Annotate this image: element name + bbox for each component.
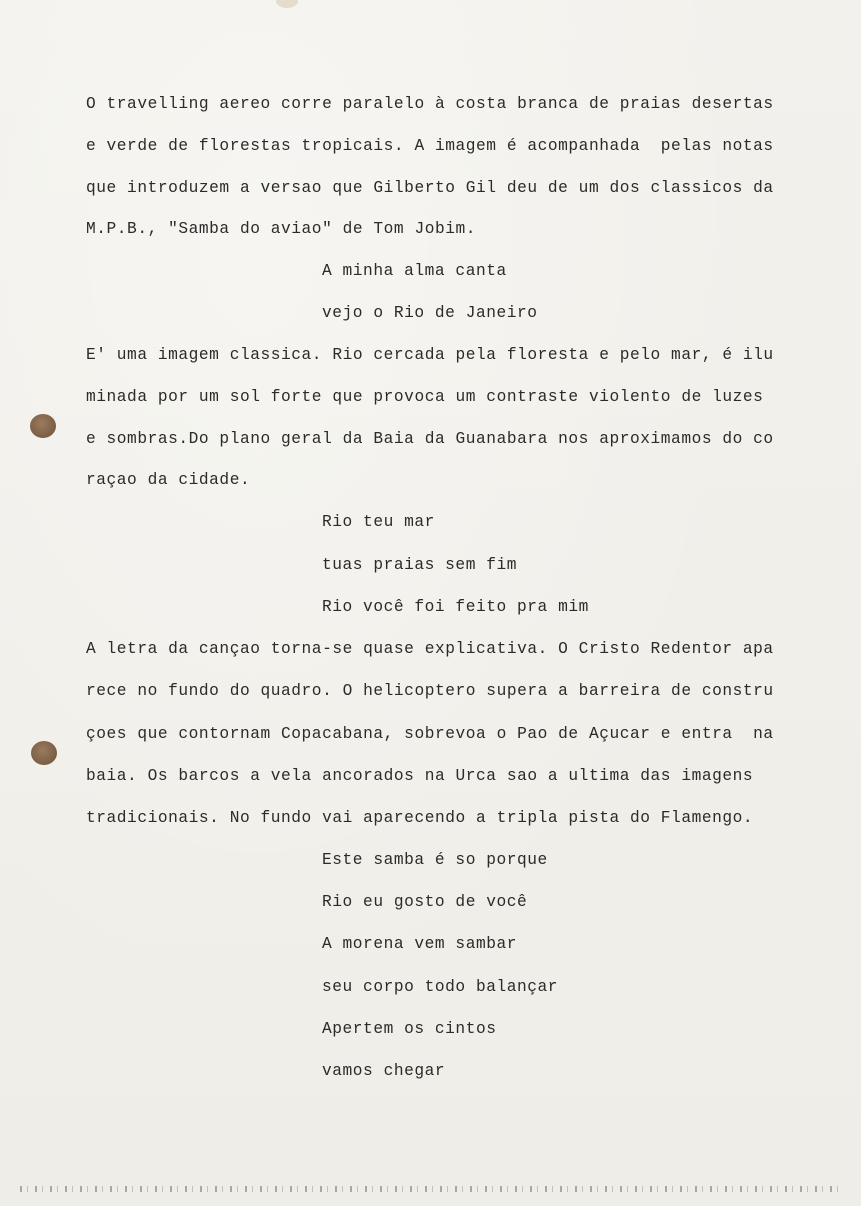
verse-2-line-1: Rio teu mar — [322, 513, 435, 531]
paper-stain — [276, 0, 298, 8]
punch-hole-lower — [31, 741, 57, 765]
verse-3-line-4: seu corpo todo balançar — [322, 978, 559, 996]
paragraph-2-line-4: raçao da cidade. — [86, 471, 251, 489]
paragraph-3-line-4: baia. Os barcos a vela ancorados na Urca sao a ultima das imagens — [86, 767, 754, 785]
paragraph-2-line-2: minada por um sol forte que provoca um contraste violento de luzes — [86, 388, 764, 406]
paragraph-1-line-4: M.P.B., "Samba do aviao" de Tom Jobim. — [86, 220, 477, 238]
paragraph-3-line-5: tradicionais. No fundo vai aparecendo a tripla pista do Flamengo. — [86, 809, 754, 827]
paragraph-3-line-3: çoes que contornam Copacabana, sobrevoa o Pao de Açucar e entra na — [86, 725, 774, 743]
verse-2-line-3: Rio você foi feito pra mim — [322, 598, 589, 616]
punch-hole-upper — [30, 414, 56, 438]
verse-3-line-5: Apertem os cintos — [322, 1020, 497, 1038]
paragraph-1-line-1: O travelling aereo corre paralelo à costa branca de praias desertas — [86, 95, 774, 113]
verse-3-line-1: Este samba é so porque — [322, 851, 548, 869]
verse-2-line-2: tuas praias sem fim — [322, 556, 518, 574]
paragraph-1-line-2: e verde de florestas tropicais. A imagem é acompanhada pelas notas — [86, 137, 774, 155]
verse-3-line-6: vamos chegar — [322, 1062, 446, 1080]
verse-3-line-3: A morena vem sambar — [322, 935, 518, 953]
paragraph-3-line-2: rece no fundo do quadro. O helicoptero supera a barreira de constru — [86, 682, 774, 700]
paragraph-1-line-3: que introduzem a versao que Gilberto Gil deu de um dos classicos da — [86, 179, 774, 197]
paragraph-2-line-3: e sombras.Do plano geral da Baia da Guanabara nos aproximamos do co — [86, 430, 774, 448]
verse-1-line-1: A minha alma canta — [322, 262, 507, 280]
verse-1-line-2: vejo o Rio de Janeiro — [322, 304, 538, 322]
torn-bottom-edge — [20, 1186, 841, 1192]
paragraph-2-line-1: E' uma imagem classica. Rio cercada pela floresta e pelo mar, é ilu — [86, 346, 774, 364]
paragraph-3-line-1: A letra da cançao torna-se quase explicativa. O Cristo Redentor apa — [86, 640, 774, 658]
verse-3-line-2: Rio eu gosto de você — [322, 893, 528, 911]
